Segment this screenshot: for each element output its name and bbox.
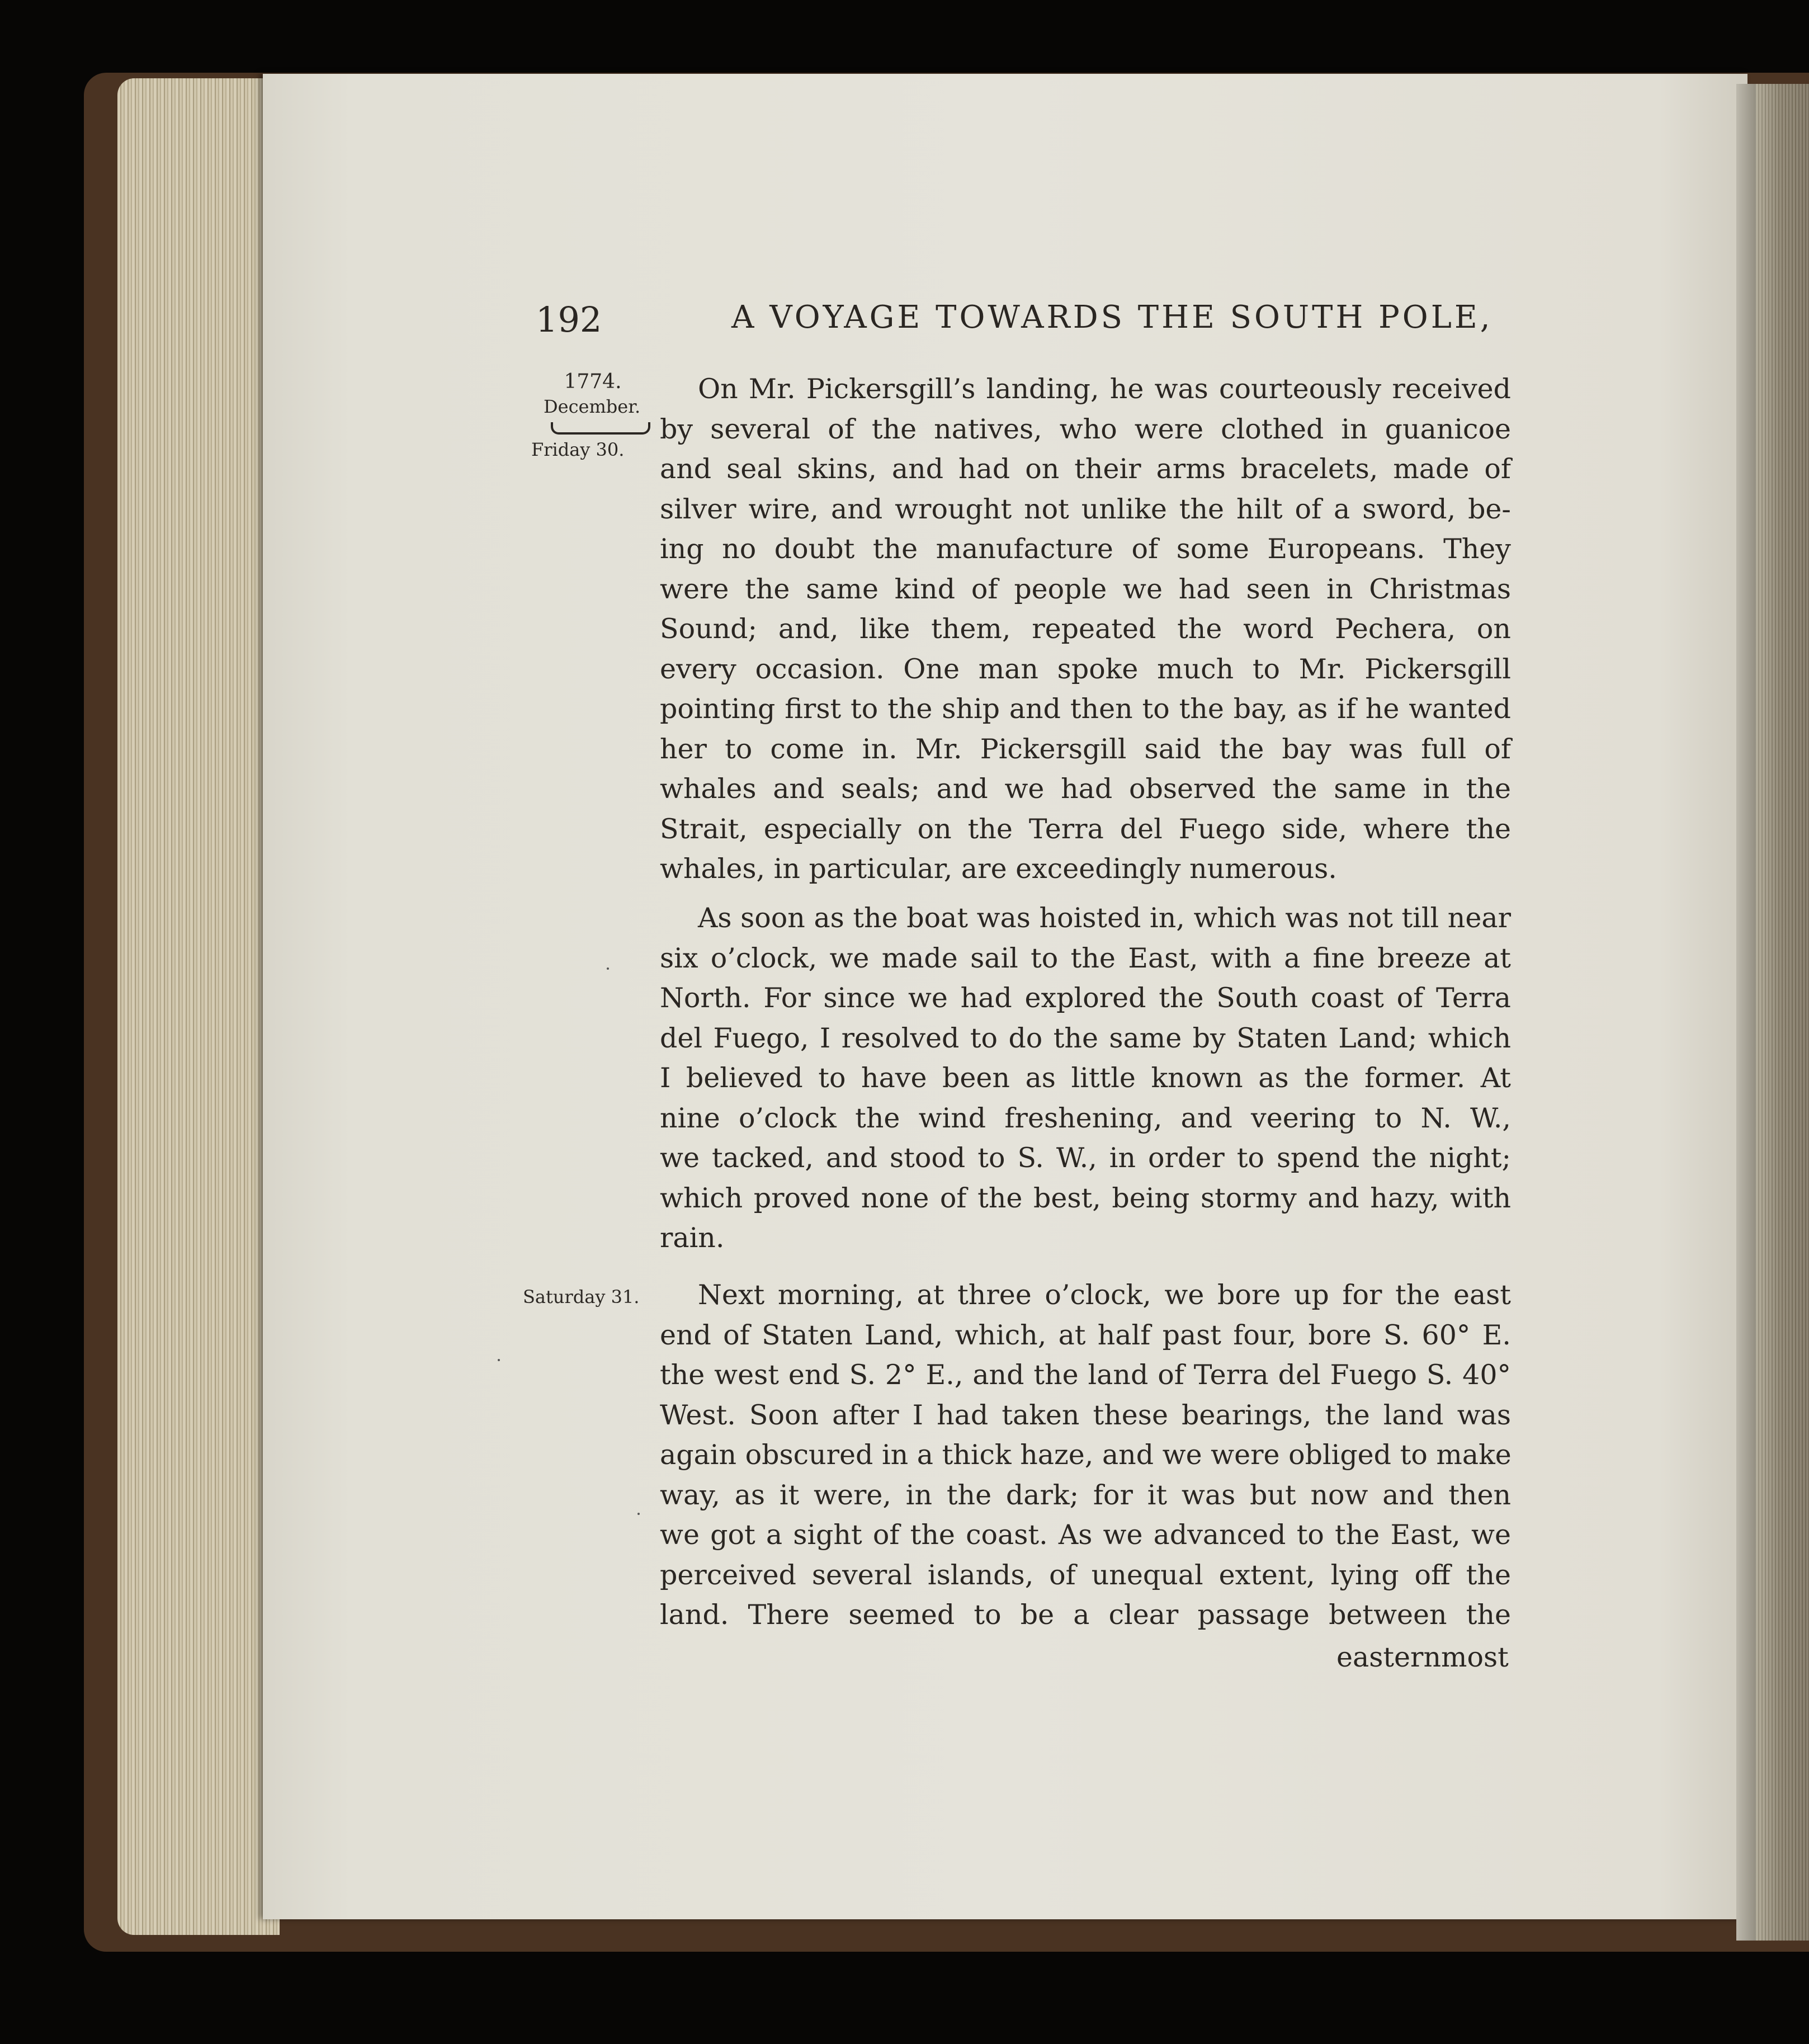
margin-year: 1774.: [564, 370, 622, 393]
text-line: Strait, especially on the Terra del Fuego side, where the: [660, 813, 1511, 845]
text-line: On Mr. Pickersgill’s landing, he was courteously received: [698, 373, 1511, 405]
text-line: we got a sight of the coast. As we advanced to the East, we: [660, 1519, 1511, 1551]
text-line: del Fuego, I resolved to do the same by Staten Land; which: [660, 1022, 1511, 1054]
text-line: ing no doubt the manufacture of some Europeans. They: [660, 533, 1511, 565]
text-line: silver wire, and wrought not unlike the hilt of a sword, be-: [660, 493, 1511, 525]
text-line: land. There seemed to be a clear passage between the: [660, 1599, 1511, 1631]
margin-date-friday: Friday 30.: [531, 439, 625, 460]
paper-speck: [607, 967, 609, 970]
text-line: her to come in. Mr. Pickersgill said the bay was full of: [660, 733, 1511, 765]
text-line: by several of the natives, who were clothed in guanicoe: [660, 413, 1511, 445]
page-edges: [117, 78, 280, 1935]
text-line: Next morning, at three o’clock, we bore up for the east: [698, 1279, 1511, 1311]
text-line: nine o’clock the wind freshening, and veering to N. W.,: [660, 1102, 1511, 1134]
paragraph-2: [660, 898, 1511, 1258]
text-line: whales and seals; and we had observed the same in the: [660, 773, 1511, 805]
text-line: we tacked, and stood to S. W., in order to spend the night;: [660, 1142, 1511, 1174]
text-line: As soon as the boat was hoisted in, which was not till near: [698, 902, 1511, 934]
text-line: Sound; and, like them, repeated the word Pechera, on: [660, 613, 1511, 645]
text-line: the west end S. 2° E., and the land of Terra del Fuego S. 40°: [660, 1359, 1511, 1391]
text-line: which proved none of the best, being stormy and hazy, with: [660, 1182, 1511, 1214]
text-line: whales, in particular, are exceedingly numerous.: [660, 853, 1337, 885]
margin-brace: [551, 422, 650, 435]
page-number: 192: [536, 299, 602, 340]
text-line: pointing first to the ship and then to the bay, as if he wanted: [660, 693, 1511, 725]
paper-speck: [637, 1513, 640, 1515]
facing-page-edge: [1756, 84, 1809, 1941]
page-header: [0, 299, 1809, 344]
paragraph-3: [660, 1275, 1511, 1635]
text-line: I believed to have been as little known as the former. At: [660, 1062, 1511, 1094]
paragraph-1: [660, 369, 1511, 889]
text-line: six o’clock, we made sail to the East, with a fine breeze at: [660, 942, 1511, 974]
margin-month: December.: [544, 396, 641, 417]
paper-speck: [498, 1359, 500, 1361]
text-line: every occasion. One man spoke much to Mr. Pickersgill: [660, 653, 1511, 685]
text-line: perceived several islands, of unequal extent, lying off the: [660, 1559, 1511, 1591]
running-title: A VOYAGE TOWARDS THE SOUTH POLE,: [731, 299, 1493, 336]
text-line: rain.: [660, 1222, 725, 1254]
text-line: were the same kind of people we had seen in Christmas: [660, 573, 1511, 605]
text-line: way, as it were, in the dark; for it was but now and then: [660, 1479, 1511, 1511]
catchword: easternmost: [1336, 1641, 1509, 1673]
text-line: end of Staten Land, which, at half past four, bore S. 60° E.: [660, 1319, 1511, 1351]
text-line: again obscured in a thick haze, and we were obliged to make: [660, 1439, 1512, 1471]
text-line: and seal skins, and had on their arms bracelets, made of: [660, 453, 1511, 485]
margin-date-saturday: Saturday 31.: [523, 1286, 640, 1307]
text-line: West. Soon after I had taken these bearings, the land was: [660, 1399, 1511, 1431]
text-line: North. For since we had explored the South coast of Terra: [660, 982, 1511, 1014]
